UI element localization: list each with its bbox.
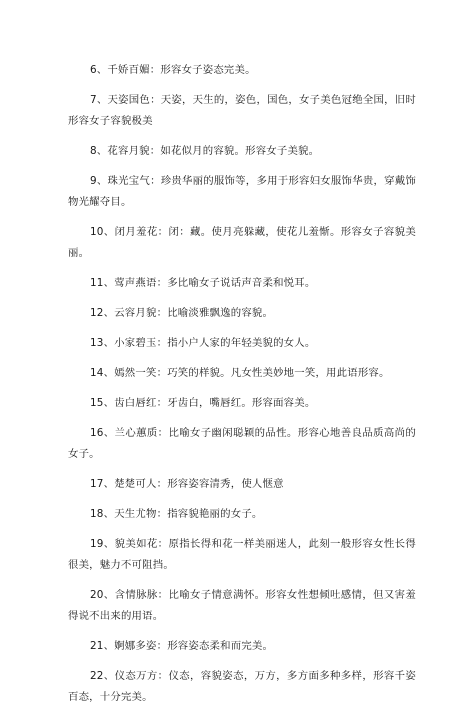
- list-item: [68, 60, 416, 81]
- entry-definition: 巧笑的样貌。凡女性美妙地一笑，用此语形容。: [167, 367, 390, 379]
- entry-term: 貌美如花: [114, 538, 158, 550]
- entry-term: 仪态万方: [114, 670, 158, 682]
- entry-term: 千娇百媚: [107, 64, 150, 76]
- list-item: [68, 333, 416, 354]
- entry-definition: 天姿，天生的，姿色，国色，女子美色冠绝全国，旧时形容女子容貌极美: [68, 94, 416, 127]
- entry-definition: 形容姿容清秀，使人惬意: [167, 478, 284, 490]
- entry-separator: ：: [156, 478, 168, 490]
- entry-number: 8、: [90, 145, 108, 157]
- entry-term: 云容月貌: [114, 307, 157, 319]
- entry-separator: ：: [150, 175, 161, 187]
- entry-term: 莺声燕语: [114, 277, 157, 289]
- list-item: [68, 474, 416, 495]
- entry-separator: ：: [156, 397, 168, 409]
- entry-separator: ：: [156, 640, 168, 652]
- list-item: [68, 423, 416, 465]
- entry-term: 楚楚可人: [114, 478, 157, 490]
- entry-term: 兰心蕙质: [114, 427, 158, 439]
- entry-definition: 比喻女子幽闲聪颖的品性。形容心地善良品质高尚的女子。: [68, 427, 416, 460]
- entry-definition: 牙齿白，嘴唇红。形容面容美。: [167, 397, 316, 409]
- entry-term: 珠光宝气: [107, 175, 151, 187]
- entry-separator: ：: [157, 670, 169, 682]
- entry-separator: ：: [157, 538, 169, 550]
- list-item: [68, 534, 416, 576]
- entry-number: 14、: [90, 367, 115, 379]
- list-item: [68, 222, 416, 264]
- entry-definition: 比喻淡雅飘逸的容貌。: [167, 307, 274, 319]
- list-item: [68, 141, 416, 162]
- entry-number: 16、: [90, 427, 115, 439]
- list-item: [68, 636, 416, 657]
- entry-separator: ：: [156, 277, 168, 289]
- entry-definition: 多比喻女子说话声音柔和悦耳。: [167, 277, 316, 289]
- entry-term: 嫣然一笑: [114, 367, 157, 379]
- entry-term: 齿白唇红: [114, 397, 157, 409]
- list-item: [68, 171, 416, 213]
- entry-separator: ：: [157, 226, 169, 238]
- entry-definition: 仪态，容貌姿态，万方，多方面多种多样，形容千姿百态，十分完美。: [68, 670, 416, 703]
- entry-separator: ：: [157, 427, 169, 439]
- entry-list: [68, 60, 416, 717]
- entry-term: 花容月貌: [107, 145, 150, 157]
- entry-definition: 闭：藏。使月亮躲藏，使花儿羞惭。形容女子容貌美丽。: [68, 226, 416, 259]
- list-item: [68, 90, 416, 132]
- entry-term: 婀娜多姿: [114, 640, 157, 652]
- entry-number: 20、: [90, 589, 115, 601]
- entry-number: 15、: [90, 397, 115, 409]
- entry-number: 9、: [90, 175, 108, 187]
- entry-number: 7、: [90, 94, 108, 106]
- entry-term: 小家碧玉: [114, 337, 157, 349]
- entry-term: 含情脉脉: [114, 589, 158, 601]
- entry-separator: ：: [150, 94, 161, 106]
- entry-definition: 原指长得和花一样美丽迷人，此刻一般形容女性长得很美，魅力不可阻挡。: [68, 538, 416, 571]
- entry-definition: 珍贵华丽的服饰等，多用于形容妇女服饰华贵，穿戴饰物光耀夺目。: [68, 175, 416, 208]
- entry-definition: 形容女子姿态完美。: [160, 64, 256, 76]
- entry-number: 12、: [90, 307, 115, 319]
- entry-separator: ：: [156, 367, 168, 379]
- list-item: [68, 585, 416, 627]
- entry-number: 6、: [90, 64, 108, 76]
- entry-definition: 如花似月的容貌。形容女子美貌。: [160, 145, 320, 157]
- entry-definition: 指容貌艳丽的女子。: [167, 508, 263, 520]
- entry-separator: ：: [156, 508, 168, 520]
- entry-definition: 比喻女子情意满怀。形容女性想倾吐感情，但又害羞得说不出来的用语。: [68, 589, 416, 622]
- list-item: [68, 363, 416, 384]
- entry-term: 闭月羞花: [114, 226, 158, 238]
- entry-separator: ：: [156, 307, 168, 319]
- entry-number: 21、: [90, 640, 115, 652]
- entry-number: 18、: [90, 508, 115, 520]
- list-item: [68, 303, 416, 324]
- list-item: [68, 273, 416, 294]
- entry-term: 天姿国色: [107, 94, 151, 106]
- entry-number: 10、: [90, 226, 115, 238]
- entry-separator: ：: [149, 64, 161, 76]
- entry-number: 19、: [90, 538, 115, 550]
- entry-separator: ：: [157, 589, 169, 601]
- list-item: [68, 666, 416, 708]
- entry-number: 17、: [90, 478, 115, 490]
- entry-definition: 指小户人家的年轻美貌的女人。: [167, 337, 316, 349]
- entry-number: 13、: [90, 337, 115, 349]
- entry-term: 天生尤物: [114, 508, 157, 520]
- list-item: [68, 504, 416, 525]
- entry-separator: ：: [156, 337, 168, 349]
- list-item: [68, 393, 416, 414]
- entry-separator: ：: [149, 145, 161, 157]
- entry-number: 11、: [90, 277, 115, 289]
- entry-number: 22、: [90, 670, 115, 682]
- entry-definition: 形容姿态柔和而完美。: [167, 640, 274, 652]
